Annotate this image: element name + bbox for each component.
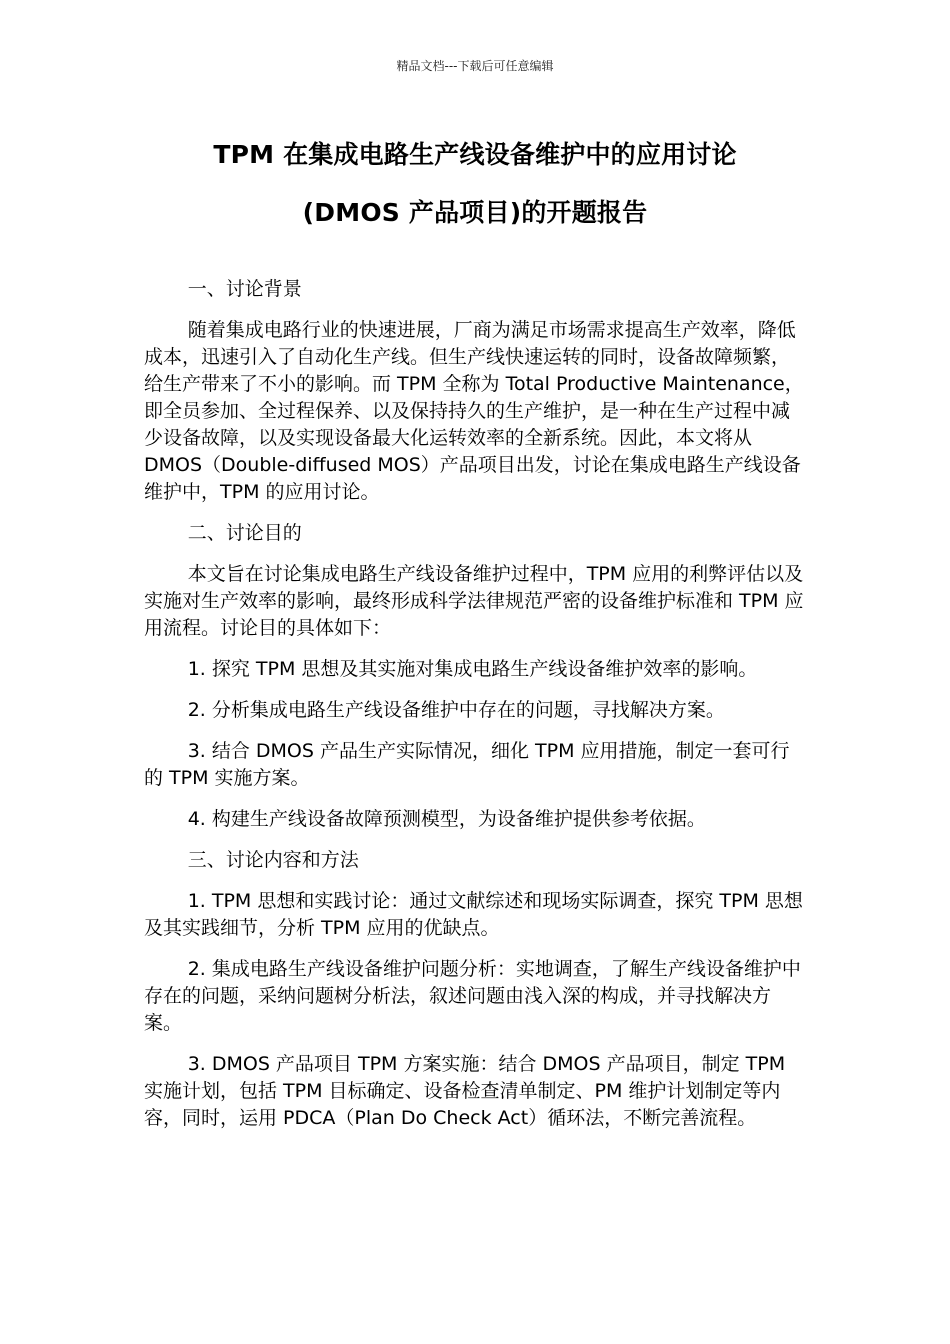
purpose-list-item: 1. 探究 TPM 思想及其实施对集成电路生产线设备维护效率的影响。 [187,658,758,680]
methods-list-item: 1. TPM 思想和实践讨论：通过文献综述和现场实际调查，探究 TPM 思想及其实践细节，分析 TPM 应用的优缺点。 [144,890,803,939]
purpose-list-item: 2. 分析集成电路生产线设备维护中存在的问题，寻找解决方案。 [187,699,725,721]
document-title-line-1: TPM 在集成电路生产线设备维护中的应用讨论 [213,140,737,169]
purpose-intro-paragraph: 本文旨在讨论集成电路生产线设备维护过程中，TPM 应用的利弊评估以及实施对生产效率的影响，最终形成科学法律规范严密的设备维护标准和 TPM 应用流程。讨论目的具体如下： [144,563,804,639]
section-heading-methods: 三、讨论内容和方法 [187,849,359,871]
purpose-list-item: 4. 构建生产线设备故障预测模型，为设备维护提供参考依据。 [187,808,706,830]
section-heading-background: 一、讨论背景 [187,278,302,300]
methods-list-item: 3. DMOS 产品项目 TPM 方案实施：结合 DMOS 产品项目，制定 TPM 实施计划，包括 TPM 目标确定、设备检查清单制定、PM 维护计划制定等内容，同时，运用 PDCA（Plan Do Check Act）循环法，不断完善流程。 [144,1053,786,1129]
document-title-line-2: (DMOS 产品项目)的开题报告 [302,198,648,227]
page-header-note: 精品文档---下载后可任意编辑 [396,59,554,73]
methods-list-item: 2. 集成电路生产线设备维护问题分析：实地调查，了解生产线设备维护中存在的问题，采纳问题树分析法，叙述问题由浅入深的构成，并寻找解决方案。 [144,958,801,1034]
background-paragraph: 随着集成电路行业的快速进展，厂商为满足市场需求提高生产效率，降低成本，迅速引入了自动化生产线。但生产线快速运转的同时，设备故障频繁，给生产带来了不小的影响。而 TPM 全称为 Total Productive Maintenance，即全员参加、全过程保养、以及保持持久的生产维护，是一种在生产过程中减少设备故障，以及实现设备最大化运转效率的全新系统。因此，本文将从 DMOS（Double-diffused MOS）产品项目出发，讨论在集成电路生产线设备维护中，TPM 的应用讨论。 [144,319,804,503]
purpose-list-item: 3. 结合 DMOS 产品生产实际情况，细化 TPM 应用措施，制定一套可行的 TPM 实施方案。 [144,740,790,789]
document-body [144,276,806,1146]
section-heading-purpose: 二、讨论目的 [187,522,302,544]
